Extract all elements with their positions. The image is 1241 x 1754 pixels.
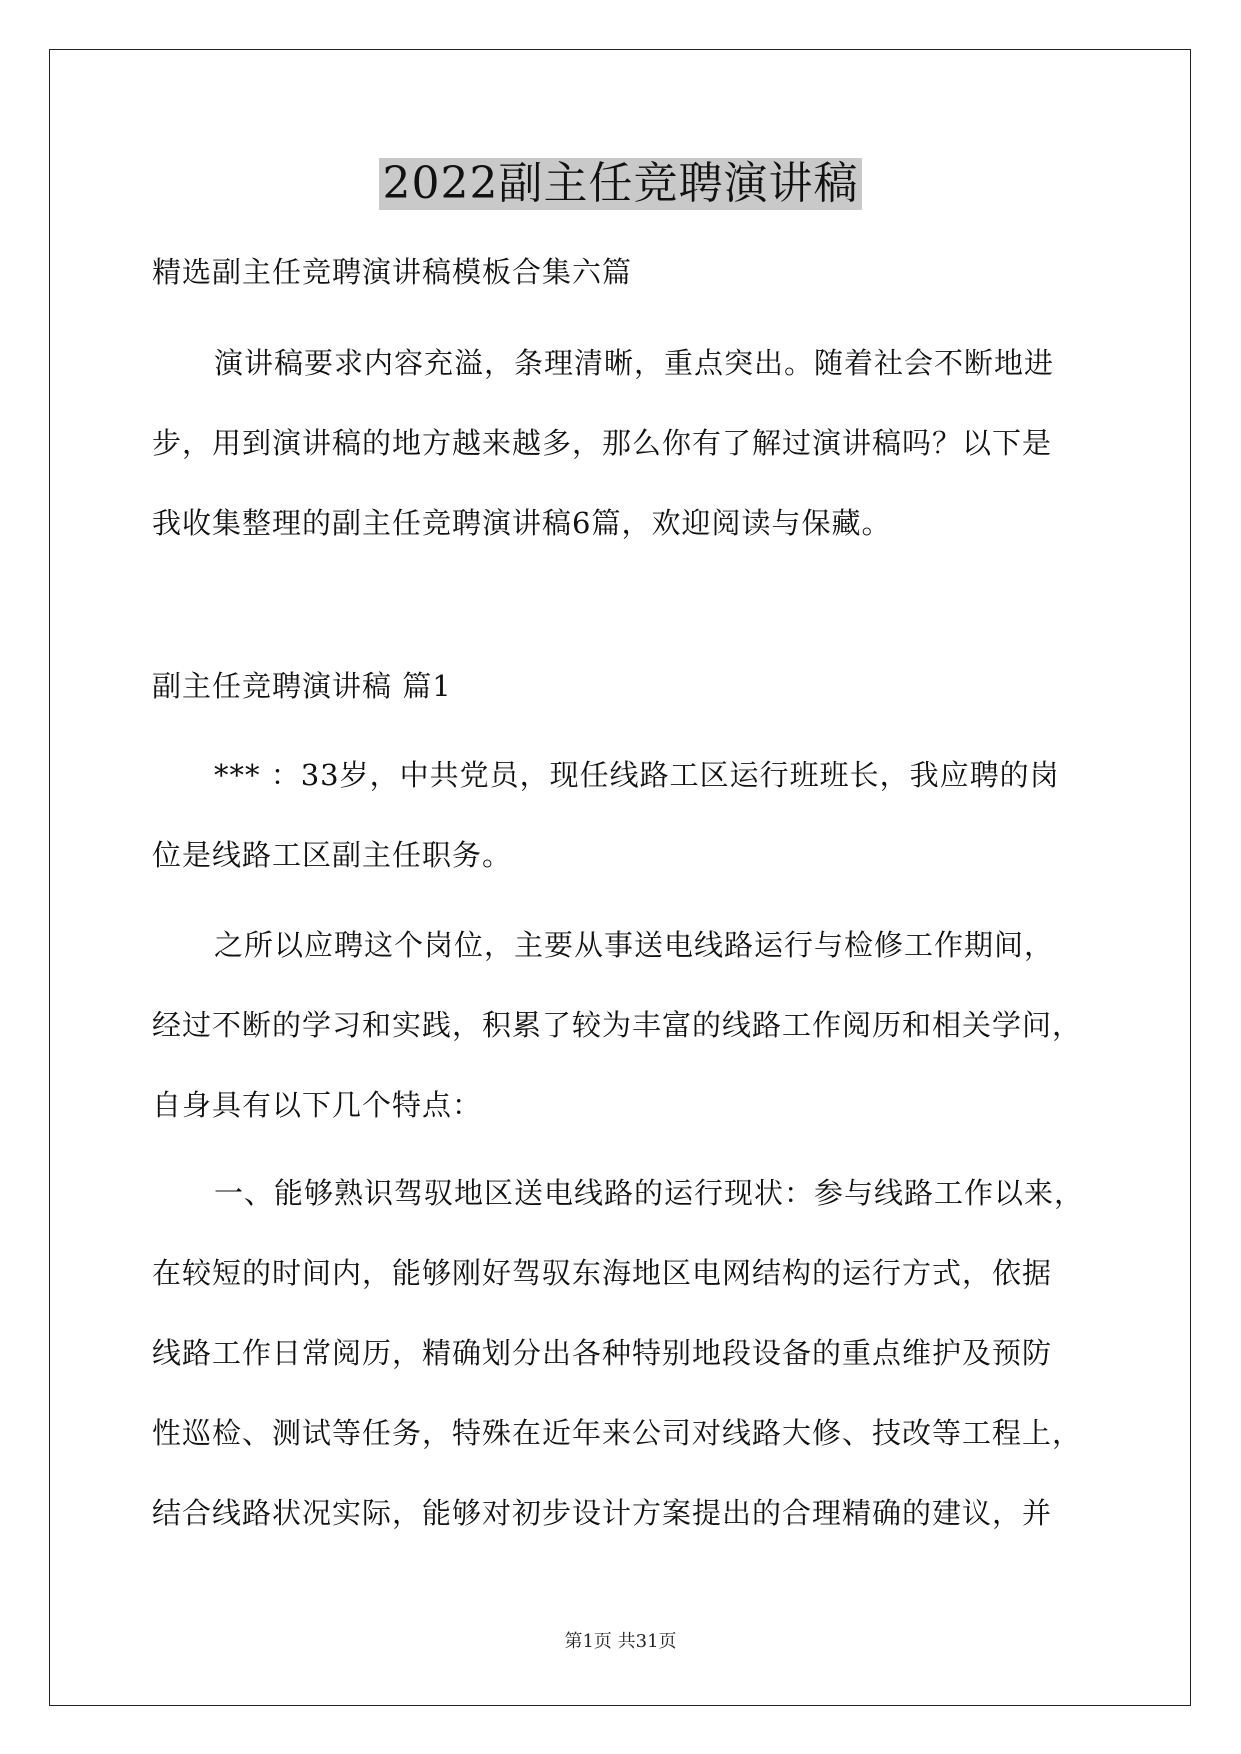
section-heading: 副主任竞聘演讲稿 篇1	[152, 669, 452, 703]
paragraph-line: 位是线路工区副主任职务。	[152, 838, 513, 872]
subtitle: 精选副主任竞聘演讲稿模板合集六篇	[152, 255, 633, 289]
title-container	[0, 158, 1241, 210]
page-footer: 第1页 共31页	[564, 1631, 677, 1652]
paragraph-line: 在较短的时间内，能够刚好驾驭东海地区电网结构的运行方式，依据	[152, 1256, 1053, 1290]
paragraph-line: 线路工作日常阅历，精确划分出各种特别地段设备的重点维护及预防	[152, 1336, 1053, 1370]
paragraph-line: 性巡检、测试等任务，特殊在近年来公司对线路大修、技改等工程上，	[152, 1416, 1083, 1450]
document-title: 2022副主任竞聘演讲稿	[379, 158, 863, 210]
paragraph-line: 演讲稿要求内容充溢，条理清晰，重点突出。随着社会不断地进	[214, 346, 1055, 380]
paragraph-line: 之所以应聘这个岗位，主要从事送电线路运行与检修工作期间，	[214, 928, 1055, 962]
paragraph-line: 步，用到演讲稿的地方越来越多，那么你有了解过演讲稿吗？以下是	[152, 426, 1053, 460]
paragraph-line: 一、能够熟识驾驭地区送电线路的运行现状：参与线路工作以来，	[214, 1176, 1085, 1210]
paragraph-line: 我收集整理的副主任竞聘演讲稿6篇，欢迎阅读与保藏。	[152, 506, 892, 540]
paragraph-line: 自身具有以下几个特点：	[152, 1088, 483, 1122]
paragraph-line: 经过不断的学习和实践，积累了较为丰富的线路工作阅历和相关学问，	[152, 1008, 1083, 1042]
paragraph-line: 结合线路状况实际，能够对初步设计方案提出的合理精确的建议，并	[152, 1496, 1053, 1530]
paragraph-line: *** ：33岁，中共党员，现任线路工区运行班班长，我应聘的岗	[214, 758, 1060, 792]
page-border	[49, 49, 1191, 1706]
